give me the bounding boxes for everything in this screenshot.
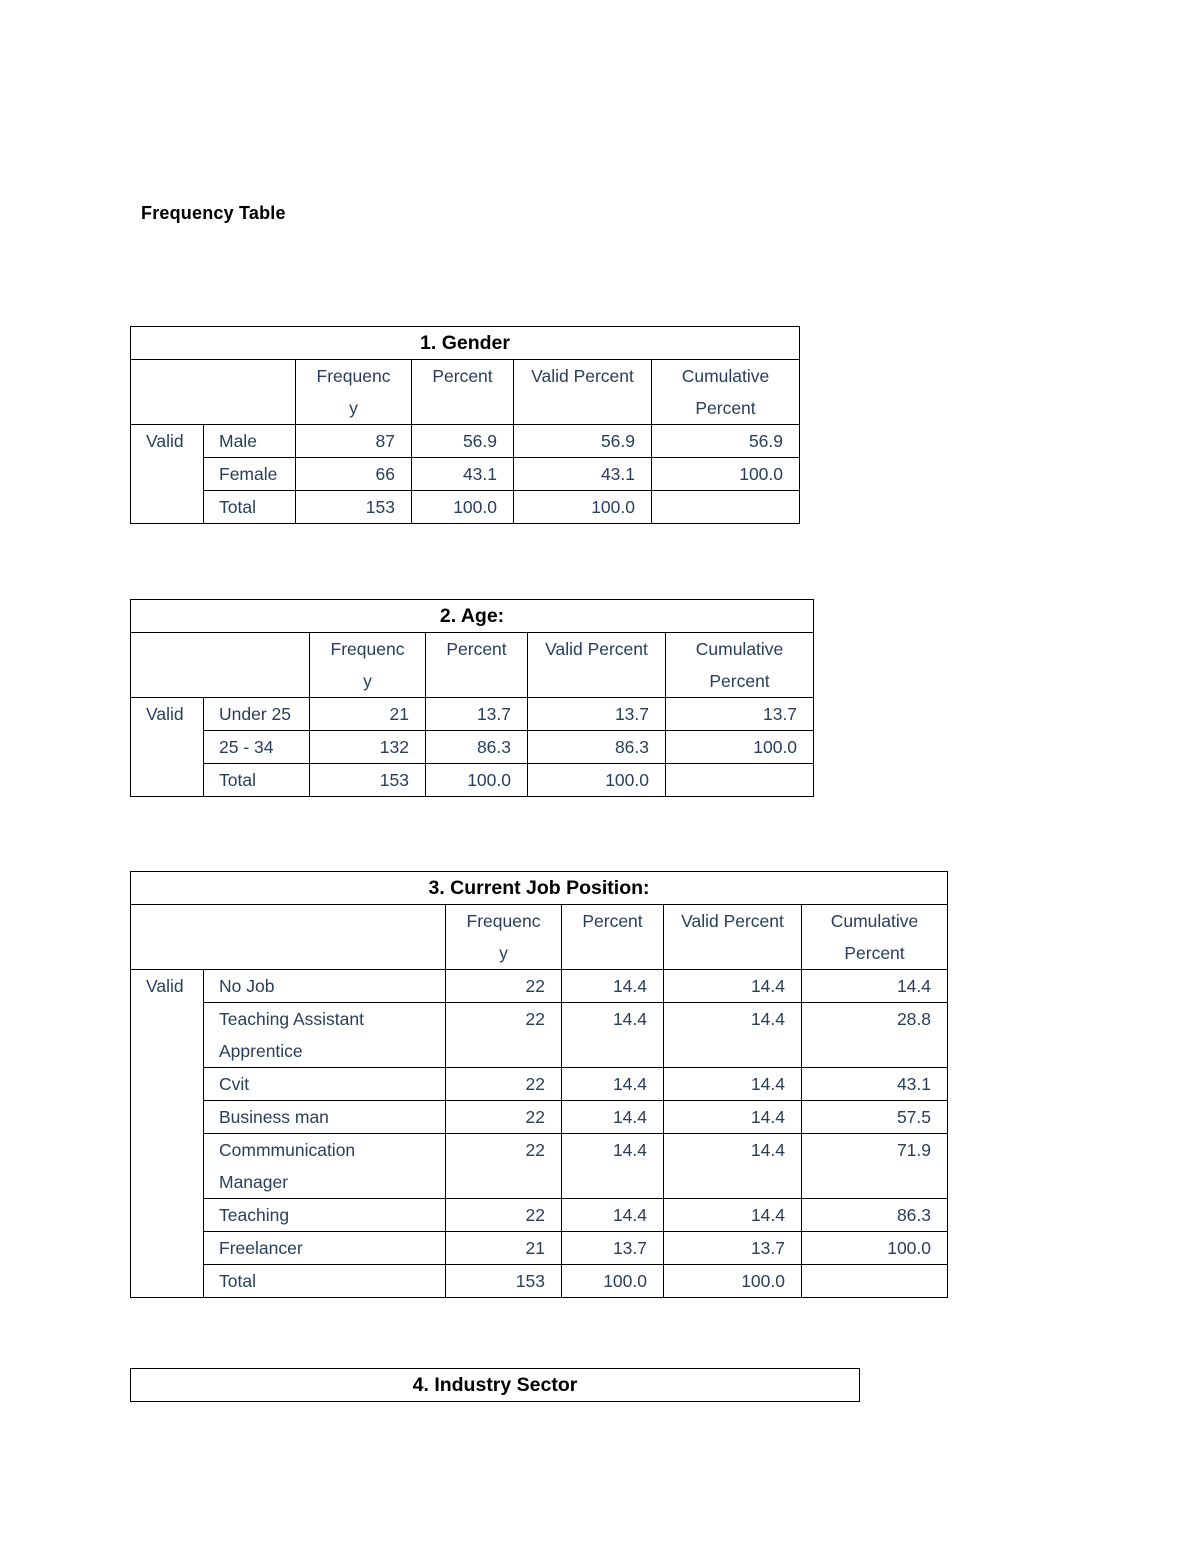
row-stub: Valid: [131, 698, 204, 797]
cumulative-percent-cell: 43.1: [802, 1068, 948, 1101]
cumulative-percent-cell: 100.0: [802, 1232, 948, 1265]
valid-percent-cell: 56.9: [514, 425, 652, 458]
header-corner: [131, 633, 310, 698]
percent-cell: 13.7: [562, 1232, 664, 1265]
job-position-table: [130, 871, 948, 1298]
valid-percent-cell: 14.4: [664, 1068, 802, 1101]
row-label: Total: [204, 764, 310, 797]
frequency-cell: 22: [446, 1068, 562, 1101]
col-header-cumulative-percent: Cumulative Percent: [802, 905, 948, 970]
cumulative-percent-cell: 56.9: [652, 425, 800, 458]
percent-cell: 100.0: [426, 764, 528, 797]
valid-percent-cell: 43.1: [514, 458, 652, 491]
table-row: [131, 1232, 948, 1265]
valid-percent-cell: 14.4: [664, 1134, 802, 1199]
table-row: [131, 425, 800, 458]
row-label: Business man: [204, 1101, 446, 1134]
col-header-valid-percent: Valid Percent: [514, 360, 652, 425]
row-label: 25 - 34: [204, 731, 310, 764]
col-header-percent: Percent: [562, 905, 664, 970]
table-title: 1. Gender: [131, 327, 800, 360]
row-label: Teaching Assistant Apprentice: [204, 1003, 446, 1068]
row-label: Total: [204, 1265, 446, 1298]
percent-cell: 100.0: [412, 491, 514, 524]
frequency-cell: 153: [446, 1265, 562, 1298]
frequency-cell: 87: [296, 425, 412, 458]
table-row: [131, 491, 800, 524]
frequency-cell: 22: [446, 1134, 562, 1199]
cumulative-percent-cell: 100.0: [652, 458, 800, 491]
page-heading: Frequency Table: [141, 203, 286, 223]
cumulative-percent-cell: [666, 764, 814, 797]
table-title: 4. Industry Sector: [131, 1369, 860, 1402]
age-table: [130, 599, 814, 797]
frequency-cell: 21: [446, 1232, 562, 1265]
cumulative-percent-cell: 71.9: [802, 1134, 948, 1199]
percent-cell: 43.1: [412, 458, 514, 491]
table-row: [131, 1068, 948, 1101]
percent-cell: 86.3: [426, 731, 528, 764]
percent-cell: 14.4: [562, 1068, 664, 1101]
row-label: Teaching: [204, 1199, 446, 1232]
row-stub: Valid: [131, 970, 204, 1298]
row-stub: Valid: [131, 425, 204, 524]
table-row: [131, 1003, 948, 1068]
row-label: Commmunication Manager: [204, 1134, 446, 1199]
row-label: No Job: [204, 970, 446, 1003]
valid-percent-cell: 14.4: [664, 1101, 802, 1134]
table-row: [131, 1265, 948, 1298]
percent-cell: 100.0: [562, 1265, 664, 1298]
gender-table: [130, 326, 800, 524]
percent-cell: 14.4: [562, 970, 664, 1003]
row-label: Under 25: [204, 698, 310, 731]
frequency-cell: 22: [446, 970, 562, 1003]
percent-cell: 14.4: [562, 1199, 664, 1232]
percent-cell: 14.4: [562, 1101, 664, 1134]
row-label: Cvit: [204, 1068, 446, 1101]
table-row: [131, 1199, 948, 1232]
cumulative-percent-cell: 14.4: [802, 970, 948, 1003]
col-header-percent: Percent: [412, 360, 514, 425]
frequency-cell: 22: [446, 1003, 562, 1068]
valid-percent-cell: 100.0: [664, 1265, 802, 1298]
col-header-frequency: Frequenc y: [296, 360, 412, 425]
valid-percent-cell: 14.4: [664, 970, 802, 1003]
valid-percent-cell: 100.0: [514, 491, 652, 524]
table-row: [131, 458, 800, 491]
col-header-frequency: Frequenc y: [446, 905, 562, 970]
cumulative-percent-cell: [802, 1265, 948, 1298]
frequency-cell: 22: [446, 1101, 562, 1134]
valid-percent-cell: 14.4: [664, 1199, 802, 1232]
frequency-cell: 21: [310, 698, 426, 731]
table-row: [131, 1134, 948, 1199]
table-row: [131, 1101, 948, 1134]
cumulative-percent-cell: 57.5: [802, 1101, 948, 1134]
row-label: Male: [204, 425, 296, 458]
col-header-cumulative-percent: Cumulative Percent: [652, 360, 800, 425]
valid-percent-cell: 13.7: [528, 698, 666, 731]
table-row: [131, 970, 948, 1003]
row-label: Total: [204, 491, 296, 524]
col-header-percent: Percent: [426, 633, 528, 698]
col-header-valid-percent: Valid Percent: [664, 905, 802, 970]
col-header-frequency: Frequenc y: [310, 633, 426, 698]
table-row: [131, 731, 814, 764]
cumulative-percent-cell: 100.0: [666, 731, 814, 764]
cumulative-percent-cell: 13.7: [666, 698, 814, 731]
table-title: 2. Age:: [131, 600, 814, 633]
valid-percent-cell: 100.0: [528, 764, 666, 797]
industry-sector-table: [130, 1368, 860, 1402]
frequency-cell: 153: [310, 764, 426, 797]
frequency-cell: 153: [296, 491, 412, 524]
percent-cell: 14.4: [562, 1003, 664, 1068]
percent-cell: 13.7: [426, 698, 528, 731]
col-header-cumulative-percent: Cumulative Percent: [666, 633, 814, 698]
table-title: 3. Current Job Position:: [131, 872, 948, 905]
cumulative-percent-cell: 28.8: [802, 1003, 948, 1068]
row-label: Female: [204, 458, 296, 491]
frequency-cell: 66: [296, 458, 412, 491]
cumulative-percent-cell: [652, 491, 800, 524]
col-header-valid-percent: Valid Percent: [528, 633, 666, 698]
percent-cell: 14.4: [562, 1134, 664, 1199]
header-corner: [131, 905, 446, 970]
table-row: [131, 698, 814, 731]
valid-percent-cell: 86.3: [528, 731, 666, 764]
row-label: Freelancer: [204, 1232, 446, 1265]
table-row: [131, 764, 814, 797]
valid-percent-cell: 14.4: [664, 1003, 802, 1068]
valid-percent-cell: 13.7: [664, 1232, 802, 1265]
cumulative-percent-cell: 86.3: [802, 1199, 948, 1232]
header-corner: [131, 360, 296, 425]
frequency-cell: 22: [446, 1199, 562, 1232]
percent-cell: 56.9: [412, 425, 514, 458]
frequency-cell: 132: [310, 731, 426, 764]
